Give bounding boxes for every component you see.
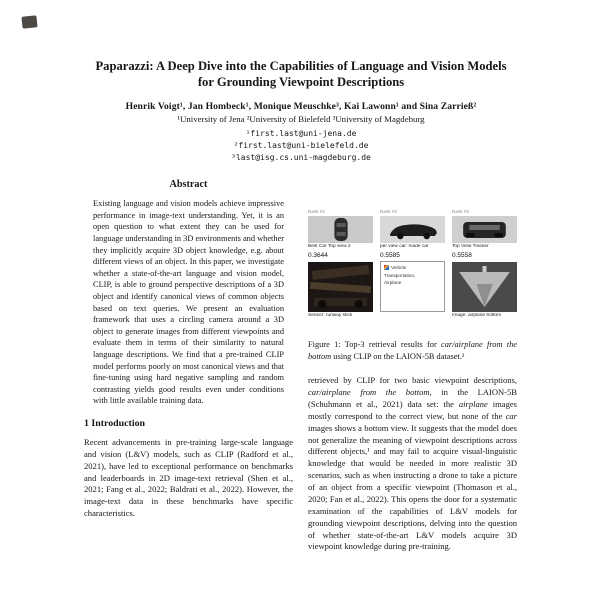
rc-seg-1: retrieved by CLIP for two basic viewpoint descriptions,: [308, 375, 517, 386]
paper-title: Paparazzi: A Deep Dive into the Capabilities of Language and Vision Models for Grounding Viewpoint Descriptions: [95, 59, 507, 90]
car-top-view-image-1: [308, 216, 373, 243]
car-side-view-image-2: [380, 216, 445, 243]
figure-row2-caption-2: [380, 313, 445, 320]
box-line-2-text: Transportation,: [384, 272, 416, 278]
figure-caption-suffix: using CLIP on the LAION-5B dataset.²: [331, 351, 465, 361]
authors-line: Henrik Voigt¹, Jan Hombeck¹, Monique Meuschke³, Kai Lawonn¹ and Sina Zarrieß²: [125, 101, 477, 113]
figure-1-caption: [308, 339, 517, 362]
figure-row1-toplabels: [308, 209, 517, 216]
similarity-score-3: 0.5558: [452, 252, 472, 260]
figure-cell-toplabel-3: Rank #3: [452, 209, 470, 215]
figure-cell-toplabel-1: Rank #1: [308, 209, 326, 215]
rc-seg-5: images mostly correspond to the correct view, but none of the: [308, 398, 517, 421]
dark-undercarriage-image: [308, 262, 373, 312]
similarity-score-1: 0.3644: [308, 252, 328, 260]
box-line-1-text: Vehicle: [391, 265, 407, 271]
left-column: [84, 179, 293, 520]
abstract-text: Existing language and vision models achieve impressive performance in image-text understanding. Yet, it is an open question to what extent they can be used for language understanding in 3D environments and whether they implicitly acquire 3D object knowledge, e.g. about different views of an object. In this paper, we investigate whether a state-of-the-art language and vision model, CLIP, is able to ground perspective descriptions of a 3D object and identify canonical views of common objects based on text queries. We present an evaluation framework that uses a circling camera around a 3D object to generate images from different viewpoints and evaluate them in terms of their similarity to natural language descriptions. We find that a pre-trained CLIP model performs poorly on most canonical views and that fine-tuning using hard negative sampling and random contrasting yields good results even under conditions with little available training data.: [93, 199, 284, 406]
figure-cell-toplabel-2: Rank #2: [380, 209, 398, 215]
email-line-1: ¹first.last@uni-jena.de: [245, 129, 357, 139]
rc-seg-7: images shows a bottom view. It suggests that the model does not generalize the meaning of viewpoint descriptions across different objects,¹ and may fail to acquire visual-linguistic knowledge that would be needed in more realistic 3D scenarios, such as when instructing a drone to take a picture of an object from a specific viewpoint (Thomason et al., 2020; Fan et al., 2022). This opens the door for a systematic examination of the capabilities of L&V models for grounding viewpoint descriptions, delving into the question of whether state-of-the-art L&V models acquire 3D viewpoint knowledge during pre-training.: [308, 422, 517, 552]
rc-seg-3: , in the LAION-5B (Schuhmann et al., 2021) data set: the: [308, 387, 518, 409]
airplane-bottom-view-image: [452, 262, 517, 312]
figure-cell-caption-2: per view car: made car: [380, 244, 429, 250]
corner-mark: [21, 15, 37, 29]
figure-row2-images: [308, 261, 517, 312]
introduction-paragraph: Recent advancements in pre-training large-scale language and vision (L&V) models, such as CLIP (Radford et al., 2021), have led to exceptional performance on benchmarks and leaderboards in 2D image-text retrieval (Shen et al., 2021; Fang et al., 2022; Baldrati et al., 2022). However, the image-text data in these benchmarks have specific characteristics.: [84, 436, 293, 519]
figure-row1-captions: [308, 243, 517, 251]
box-logo-icon: [384, 265, 389, 270]
affiliations-line: ¹University of Jena ²University of Bielefeld ³University of Magdeburg: [177, 114, 425, 125]
similarity-score-2: 0.5585: [380, 252, 400, 260]
figure-row2-captions: [308, 312, 517, 320]
section-heading-introduction: 1 Introduction: [84, 417, 146, 429]
figure-row2-caption-3: Image: airplane bottom: [452, 313, 502, 319]
two-column-body: [84, 179, 518, 553]
figure-cell-caption-3: Top View Tracker: [452, 244, 489, 250]
figure-row1-images: [308, 216, 517, 243]
box-line-3-text: Airplane: [384, 280, 402, 286]
text-result-box: [380, 261, 445, 312]
figure-cell-caption-1: Best Car Top view 2: [308, 244, 351, 250]
car-front-view-image-3: [452, 216, 517, 243]
emails-block: [84, 128, 518, 164]
figure-row2-caption-1: Sensor: runway stick: [308, 313, 353, 319]
figure-1: [308, 179, 517, 362]
rc-seg-6-italic: car: [505, 410, 517, 421]
email-line-3: ³last@isg.cs.uni-magdeburg.de: [231, 153, 371, 163]
figure-caption-prefix: Figure 1: Top-3 retrieval results for: [308, 340, 442, 350]
figure-score-row: [308, 252, 517, 261]
right-column: [308, 179, 517, 553]
email-line-2: ²first.last@uni-bielefeld.de: [233, 141, 369, 151]
right-column-paragraph: [308, 375, 517, 553]
figure-caption-italic: car/airplane from the bottom: [308, 340, 517, 361]
text-result-line-1: [384, 264, 441, 272]
abstract-heading: Abstract: [169, 179, 208, 191]
rc-seg-2-italic: car/airplane from the bottom: [308, 387, 430, 398]
rc-seg-4-italic: airplane: [458, 398, 488, 409]
